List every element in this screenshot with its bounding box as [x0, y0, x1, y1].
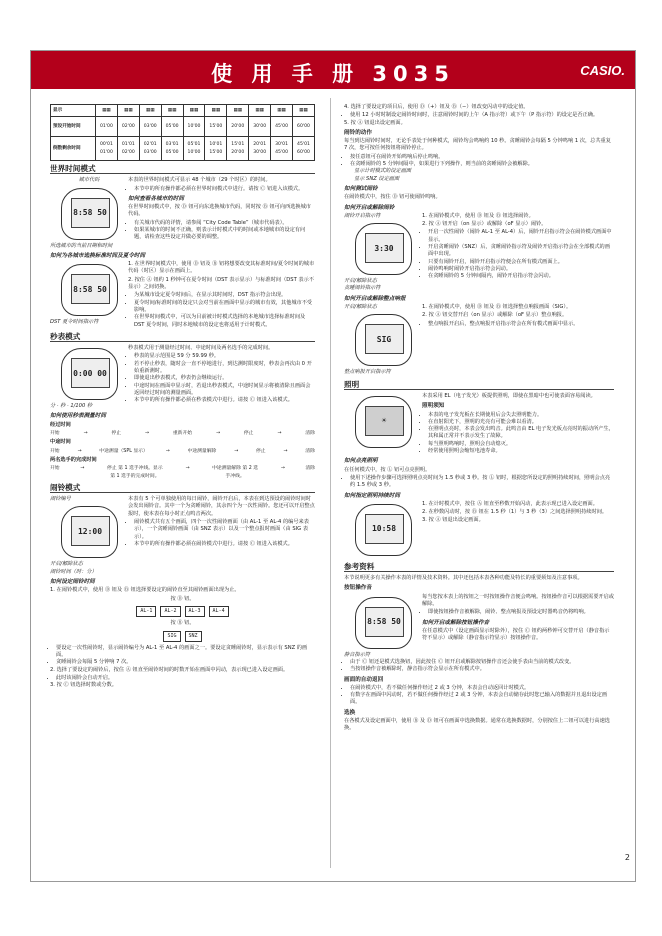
list-item: • 在贪睡闹铃的 5 分钟间隔中，如果进行下列操作，则当前的贪睡闹铃会被解除。 — [350, 161, 614, 168]
step: 2. 按 Ⓐ 钮交替开启（on 显示）或解除（oF 显示）整点响报。 — [422, 312, 568, 319]
table-cell: 15'00 — [205, 117, 227, 137]
watch-illustration — [355, 504, 412, 556]
flow-arrow: → — [165, 448, 170, 454]
watch-illustration — [355, 223, 412, 275]
press-label: 按 Ⓑ 钮。 — [170, 620, 195, 627]
table-cell — [227, 137, 249, 161]
sig-figure — [344, 304, 422, 377]
list-item: • 如果某城市的时间不正确，则表示计时模式中的时间或本地城市的设定有问题，请检查这些设定并做必要的调整。 — [134, 227, 315, 242]
list-item: • 即使退出秒表模式，秒表仍会继续运行。 — [134, 375, 315, 382]
subheading: 如何测试闹铃 — [344, 185, 378, 192]
fig-label: 城市代码 — [78, 177, 100, 184]
range-start: 15'01 — [231, 142, 245, 148]
bullet-list — [128, 292, 315, 328]
step-text: 按 Ⓐ 钮开启（on 显示）或解除（oF 显示）闹铃。 — [428, 221, 547, 228]
flow-step: 停止 — [255, 448, 266, 454]
list-item: • 本节中的所有操作都必须在世界时间模式中进行。请按 Ⓒ 钮进入该模式。 — [134, 186, 315, 193]
display-cell: ▦▦ — [205, 105, 227, 117]
alarm-figure — [50, 496, 128, 576]
watch-illustration — [355, 597, 412, 649]
paragraph: 在任意模式中（设定画面显示时除外），按住 Ⓒ 钮约两秒钟可交替开启（静音指示符不显示）或解除（静音指示符显示）按钮操作音。 — [422, 627, 610, 642]
label-hundredths: 1/100 秒 — [70, 403, 93, 410]
light-block — [344, 393, 614, 455]
flow-step: 重新开始 — [172, 431, 193, 437]
list-item: • 在闹铃模式中，若不做任何操作经过 2 或 3 分钟，本表会自动返回计时模式。 — [350, 685, 614, 692]
alarm-screen: SNZ — [185, 631, 202, 642]
paragraph: 本节说明更多有关操作本表的详情及技术资料。其中还包括本表各种功能及特长的重要须知及注意事项。 — [344, 575, 583, 582]
fig-label: 开启/解除状态 — [344, 278, 377, 285]
flow-step: 开始 — [50, 448, 60, 454]
paragraph: 每当您按本表上的按钮之一时按钮操作音便会鸣响。按钮操作音可以根据需要开启或解除。 — [422, 593, 614, 607]
step-text: 在闹铃模式中，使用 Ⓓ 钮及 Ⓑ 钮选择闹铃。 — [428, 212, 534, 219]
alarm-screen: AL-4 — [209, 606, 229, 617]
step-text: 按 Ⓐ 钮退出设定画面。 — [350, 119, 406, 126]
paragraph: 在任何模式中，按 Ⓛ 钮可点亮照明。 — [344, 466, 431, 473]
table-cell: 45'00 — [271, 117, 293, 137]
section-text — [422, 393, 614, 455]
flow-step: 清除 — [305, 431, 315, 437]
list-item: • 在世界时间模式中，可以为目前被计时模式选择的本地城市选择标准时间及 DST 夏令时间，同时本地城市的设定也将适用于计时模式。 — [134, 314, 315, 329]
flow-arrow: → — [144, 431, 149, 437]
subheading: 如何开启或解除按钮操作音 — [422, 619, 490, 626]
flow-arrow: → — [234, 448, 239, 454]
section-text — [422, 304, 614, 377]
paragraph: 在闹铃模式中，按住 Ⓓ 钮可使闹铃鸣响。 — [344, 194, 441, 201]
step: 1. 在世界时间模式中，使用 Ⓓ 钮及 Ⓑ 钮将想要改变其标准时间/夏令时间的城市代码（时区）显示在画面上。 — [128, 261, 315, 275]
range-end: 20'00 — [231, 149, 245, 155]
light-duration-block — [344, 501, 614, 559]
step-text: 选择了要设定的项目后，使用 Ⓓ（+）钮及 Ⓑ（−）钮改变闪动中的设定值。 — [350, 104, 529, 110]
step: 5. 按 Ⓐ 钮退出设定画面。 — [344, 119, 406, 126]
range-end: 60'00 — [297, 149, 310, 155]
watch-display: ☀ — [365, 406, 404, 436]
display-cell: ▦▦ — [249, 105, 271, 117]
watch-display: 8:58 50 — [71, 274, 110, 304]
world-time-figure — [50, 177, 128, 250]
step: 2. 按 Ⓐ 钮开启（on 显示）或解除（oF 显示）闹铃。 — [422, 221, 547, 228]
fig-label: DST 夏令时间指示符 — [50, 319, 99, 326]
list-item: • 秒表的显示范围是 59 分 59.99 秒。 — [134, 353, 315, 360]
bullet-list — [422, 321, 614, 328]
list-item: • 使用下述操作步骤可选择照明点亮时间为 1.5 秒或 3 秒。按 Ⓛ 钮时，根据您所设定的照明持续时间，照明会点亮约 1.5 秒或 3 秒。 — [350, 475, 614, 490]
watch-illustration — [61, 264, 118, 316]
table-cell: 05'00 — [161, 117, 183, 137]
right-column — [344, 104, 614, 734]
indented-item: 显示 SNZ 设定画面 — [354, 175, 400, 182]
section-text — [422, 213, 614, 293]
flow-arrow: → — [280, 466, 285, 472]
watch-display: SIG — [365, 324, 404, 354]
bullet-list — [128, 353, 315, 404]
list-item: • 要设定一次性闹铃时，显示闹铃编号为 AL-1 至 AL-4 的画面之一。要设定贪睡闹铃时，显示表示有 SNZ 的画面。 — [56, 645, 315, 660]
list-item: • 中途时间在画面中显示时，若退出秒表模式，中途时间显示将被清除且画面会返回经过时间的测量画面。 — [134, 383, 315, 398]
watch-display: 12:00 — [71, 516, 110, 546]
flow-arrow: → — [80, 466, 85, 472]
list-item: • 只要有闹铃开启，闹铃开启指示符便会在所有模式画面上。 — [428, 259, 614, 266]
range-end: 30'00 — [253, 149, 267, 155]
range-start: 03'01 — [165, 142, 179, 148]
watch-display: 0:00 00 — [71, 358, 110, 388]
alarm-chain — [50, 631, 315, 642]
alarm-screen: AL-3 — [185, 606, 205, 617]
fig-label: 开启/解除状态 — [50, 561, 83, 568]
list-item: • 夏令时间/标准时间的设定只会对当前在画面中显示的城市有效，其他城市不受影响。 — [134, 300, 315, 315]
bullet-list — [128, 519, 315, 548]
label-seconds: 秒 — [60, 403, 66, 410]
display-cell: ▦▦ — [96, 105, 118, 117]
subheading: 如何设定闹铃时间 — [50, 579, 95, 586]
range-end: 02'00 — [121, 149, 135, 155]
dst-figure — [50, 261, 128, 329]
display-cell: ▦▦ — [183, 105, 205, 117]
flow-arrow: → — [215, 431, 220, 437]
list-item: • 有关城市代码的详情，请参阅 “City Code Table”（城市代码表）。 — [134, 220, 315, 227]
subheading: 按钮操作音 — [344, 585, 372, 592]
flow-arrow: → — [283, 448, 288, 454]
step: 3. 按 Ⓒ 钮选择时数或分数。 — [50, 682, 117, 689]
subheading: 如何点亮照明 — [344, 458, 378, 465]
bullet-list — [344, 475, 614, 490]
flow-step: 中途测量解除 第 2 选手冲线。 — [212, 466, 259, 479]
list-item: • 当按钮操作音被解除时，静音指示符会显示在所有模式中。 — [350, 666, 614, 673]
indented-item: 显示计时模式的设定画面 — [354, 168, 412, 175]
list-item: • 使用 12 小时时制设定闹铃时间时，注意闹铃时间的上午（A 指示符）或下午（P 指示符）的设定是否正确。 — [350, 112, 614, 119]
list-item: • 每当照明鸣响时，照明会自动熄灭。 — [428, 441, 614, 448]
fig-label: 所选城市的当前日期和时间 — [50, 242, 113, 249]
fig-label: 闹铃编号 — [50, 496, 71, 503]
watch-illustration — [355, 314, 412, 366]
press-label: 按 Ⓓ 钮。 — [170, 595, 195, 602]
tone-figure — [344, 594, 422, 659]
step-text: 在闹铃模式中，使用 Ⓓ 钮及 Ⓑ 钮选择整点响报画面（SIG）。 — [428, 304, 572, 311]
watch-illustration — [61, 348, 118, 400]
paragraph: 每当到达闹铃时间时，无论手表处于何种模式，闹铃均会鸣响约 10 秒。贪睡闹铃会每隔 5 分钟鸣响 1 次，总共重复 7 次，您可按任何按钮将闹铃停止。 — [344, 138, 611, 152]
page-header — [31, 51, 635, 89]
flow-arrow: → — [77, 448, 82, 454]
subheading: 如何为各城市选换标准时间及夏令时间 — [50, 252, 146, 259]
list-item: • 整点响报开启后，整点响报开启指示符会在所有模式画面中显示。 — [428, 321, 614, 328]
display-cell: ▦▦ — [227, 105, 249, 117]
table-cell: 20'00 — [227, 117, 249, 137]
display-cell: ▦▦ — [139, 105, 161, 117]
row-label: 预设开始时间 — [51, 117, 96, 137]
flow-step: 开始 — [50, 466, 60, 472]
table-cell: 03'00 — [139, 117, 161, 137]
list-item: • 开启一次性闹铃（闹铃 AL-1 至 AL-4）后，闹铃开启指示符会在闹铃模式画面中显示。 — [428, 229, 614, 244]
section-text — [128, 177, 315, 250]
watch-display: 3:30 — [365, 233, 404, 263]
stopwatch-intro — [50, 345, 315, 410]
table-cell: 01'00 — [96, 117, 118, 137]
subheading: 画面的自动返回 — [344, 676, 384, 683]
section-text — [422, 594, 614, 659]
alarm-chain — [50, 606, 315, 617]
range-end: 45'00 — [275, 149, 289, 155]
stopwatch-figure — [50, 345, 128, 410]
list-item: • 若不停止秒表，随时会一直不停地进行，到达测时限度时，秒表会再次由 0 开始重新测时。 — [134, 361, 315, 376]
countdown-table — [50, 104, 315, 161]
step: 1. 在计时模式中，按住 Ⓐ 钮直至秒数开始闪动，此表示现已进入设定画面。 — [422, 500, 598, 507]
dst-block — [50, 261, 315, 329]
subheading: 选换 — [344, 709, 356, 716]
fig-label: 整点响报开启指示符 — [344, 369, 391, 376]
table-cell: 10'00 — [183, 117, 205, 137]
table-cell — [117, 137, 139, 161]
left-column — [50, 104, 315, 691]
list-item: • 有数字在画面中闪动时，若不做任何操作经过 2 或 3 分钟，本表会自动储存此时您已输入的数据并且退出设定画面。 — [350, 692, 614, 707]
fig-label: 闹铃时间（时：分） — [50, 568, 97, 575]
section-text — [128, 261, 315, 329]
paragraph: 在各模式及设定画面中，使用 Ⓑ 及 Ⓓ 钮可在画面中选换数据。通常在选换数据时，分别按住上二钮可以进行高速选换。 — [344, 718, 610, 732]
bullet-list — [422, 229, 614, 280]
list-item: • 贪睡闹铃会每隔 5 分钟响 7 次。 — [56, 659, 315, 666]
display-cell: ▦▦ — [161, 105, 183, 117]
step-text: 在闹铃模式中，使用 Ⓓ 钮及 Ⓑ 钮选择要设定的闹铃直至其闹铃画面出现为止。 — [56, 587, 240, 594]
flow-row — [50, 448, 315, 455]
step: 4. 选择了要设定的项目后，使用 Ⓓ（+）钮及 Ⓑ（−）钮改变闪动中的设定值。 — [344, 104, 529, 110]
bullet-list — [422, 412, 614, 456]
flow-step: 中途测量（SPL 显示） — [99, 448, 148, 454]
bullet-list — [344, 112, 614, 119]
step: 2. 按住 Ⓐ 钮约 1 秒钟可在夏令时间（DST 表示显示）与标准时间（DST 表示不显示）之间切换。 — [128, 276, 314, 291]
light-duration-figure — [344, 501, 422, 559]
flow-row — [50, 465, 315, 480]
section-text — [128, 496, 315, 576]
onoff-figure — [344, 213, 422, 293]
paragraph: 本表采用 EL（电子发光）板提供照明，即使在黑暗中也可使表面容易阅读。 — [422, 392, 596, 399]
onoff-block — [344, 213, 614, 293]
bullet-list — [128, 186, 315, 193]
table-cell — [139, 137, 161, 161]
watch-illustration — [355, 396, 412, 448]
list-item: • 本表的电子发光板在长期使用后会失去照明能力。 — [428, 412, 614, 419]
table-cell — [96, 137, 118, 161]
section-text — [128, 345, 315, 410]
list-item: • 本节中的所有操作都必须在秒表模式中进行。请按 Ⓒ 钮进入该模式。 — [134, 397, 315, 404]
flow-arrow: → — [83, 431, 88, 437]
step: 2. 选择了要设定的闹铃后，按住 Ⓐ 钮直至闹铃时间的时数开始在画面中闪动，表示现已进入设定画面。 — [50, 666, 289, 673]
list-item: • 由于 Ⓒ 钮还是模式选换钮，因此按住 Ⓒ 钮开启或解除按钮操作音还会使手表由当前的模式改变。 — [350, 659, 614, 666]
subheading: 如何指定照明持续时间 — [344, 492, 400, 499]
page-number: 2 — [624, 853, 630, 862]
table-cell: 02'00 — [117, 117, 139, 137]
paragraph: 在世界时间模式中，按 Ⓓ 钮可向东选换城市代码，同时按 Ⓑ 钮可向西选换城市代码。 — [128, 204, 311, 218]
bullet-list — [344, 659, 614, 674]
section-heading-alarm: 闹铃模式 — [50, 484, 315, 493]
list-item: • 闹铃模式共有五个画面，四个一次性闹铃画面（由 AL-1 至 AL-4 的编号来表示），一个贪睡闹铃画面（由 SNZ 表示）以及一个整点报时画面（由 SIG 表示）。 — [134, 519, 315, 541]
range-end: 10'00 — [187, 149, 201, 155]
column-divider — [330, 98, 331, 868]
bullet-list — [128, 220, 315, 242]
subheading: 如何查看各城市的时间 — [128, 195, 184, 202]
range-start: 01'01 — [121, 142, 135, 148]
step: 1. 在闹铃模式中，使用 Ⓓ 钮及 Ⓑ 钮选择闹铃。 — [422, 212, 534, 219]
table-cell — [161, 137, 183, 161]
paragraph: 秒表模式用于测量经过时间、中途时间及两名选手的完成时间。 — [128, 345, 274, 352]
row-label: 倒数剩余时间 — [51, 137, 96, 161]
range-start: 30'01 — [275, 142, 289, 148]
paragraph: 本表有 5 个可单独使用的每日闹铃，闹铃开启后，本表在到达预设的闹铃时间时会发出闹铃音。其中一个为贪睡闹铃，其余四个为一次性闹铃。您还可以开启整点报时，使本表在每小时正点鸣音两次。 — [128, 496, 315, 517]
table-row — [51, 105, 315, 117]
row-label: 显示 — [51, 105, 96, 117]
watch-display: 8:58 50 — [365, 607, 404, 637]
list-item: • 在直射阳光下，照明的光亮有可能会难以看清。 — [428, 419, 614, 426]
step-text: 选择了要设定的闹铃后，按住 Ⓐ 钮直至闹铃时间的时数开始在画面中闪动，表示现已进入设定画面。 — [56, 666, 289, 673]
watch-display: 10:58 — [365, 514, 404, 544]
range-start: 10'01 — [209, 142, 223, 148]
bullet-list — [422, 609, 614, 616]
step-text: 按 Ⓐ 钮退出设定画面。 — [428, 517, 484, 524]
fig-label: 分 · 秒 · 1/100 秒 — [50, 403, 93, 410]
alarm-screen: SIG — [163, 631, 180, 642]
range-end: 01'00 — [99, 149, 113, 155]
watch-illustration — [61, 506, 118, 558]
subheading: 如何使用秒表测量时间 — [50, 413, 106, 420]
flow-step: 停止 — [243, 431, 254, 437]
range-start: 20'01 — [253, 142, 267, 148]
table-cell: 30'00 — [249, 117, 271, 137]
subheading: 如何开启或解除整点响报 — [344, 295, 406, 302]
bullet-list — [344, 685, 614, 707]
display-cell: ▦▦ — [293, 105, 315, 117]
step: 1. 在闹铃模式中，使用 Ⓓ 钮及 Ⓑ 钮选择要设定的闹铃直至其闹铃画面出现为止。 — [50, 587, 240, 594]
label-minutes: 分 — [50, 403, 56, 410]
table-cell: 60'00 — [293, 117, 315, 137]
alarm-screen: AL-1 — [136, 606, 156, 617]
display-cell: ▦▦ — [271, 105, 293, 117]
list-item: • 即使按钮操作音被解除，闹铃、整点响报及预设定时器鸣音仍将鸣响。 — [428, 609, 614, 616]
fig-label: 闹铃开启指示符 — [344, 212, 381, 219]
flow-row — [50, 430, 315, 437]
flow-step: 停止 第 1 选手冲线。显示第 1 选手的完成时间。 — [107, 466, 163, 479]
step-text: 按 Ⓒ 钮选择时数或分数。 — [56, 682, 117, 689]
flow-label: 两名选手的完成时间 — [50, 456, 97, 463]
table-cell — [293, 137, 315, 161]
flow-step: 清除 — [305, 448, 315, 454]
table-cell — [205, 137, 227, 161]
flow-label: 经过时间 — [50, 421, 71, 428]
subheading: 如何开启或解除闹铃 — [344, 204, 395, 211]
list-item: • 按任意钮可在闹铃开始鸣响后停止鸣响。 — [350, 154, 614, 161]
table-row — [51, 137, 315, 161]
range-start: 45'01 — [297, 142, 310, 148]
section-heading-light: 照明 — [344, 381, 614, 390]
paragraph: 本表的世界时间模式可显示 48 个城市（29 个时区）的时间。 — [128, 177, 271, 184]
alarm-intro — [50, 496, 315, 576]
fig-label: 贪睡闹铃指示符 — [344, 285, 381, 292]
table-cell — [249, 137, 271, 161]
step: 3. 按 Ⓐ 钮退出设定画面。 — [422, 517, 484, 524]
fig-label: 开启/解除状态 — [344, 304, 377, 311]
section-heading-reference: 参考资料 — [344, 563, 614, 572]
list-item: • 在贪睡闹铃的 5 分钟间隔内，闹铃开启指示符会闪动。 — [428, 273, 614, 280]
step: 1. 在闹铃模式中，使用 Ⓓ 钮及 Ⓑ 钮选择整点响报画面（SIG）。 — [422, 304, 572, 311]
step-text: 按 Ⓐ 钮交替开启（on 显示）或解除（oF 显示）整点响报。 — [428, 312, 568, 319]
range-start: 05'01 — [187, 142, 201, 148]
flow-step: 清除 — [305, 466, 315, 472]
section-heading-stopwatch: 秒表模式 — [50, 333, 315, 342]
section-heading-world-time: 世界时间模式 — [50, 165, 315, 174]
step: 2. 在秒数闪动时，按 Ⓑ 钮在 1.5 秒（1）与 3 秒（3）之间选择照明持续时间。 — [422, 509, 608, 516]
range-end: 03'00 — [143, 149, 157, 155]
list-item: • 为某城市设定夏令时间后，在显示其时间时，DST 指示符会出现。 — [134, 292, 315, 299]
subheading: 照明须知 — [422, 403, 445, 410]
page-title: 使 用 手 册 3035 — [211, 62, 455, 86]
bullet-list — [50, 645, 315, 667]
casio-logo: CASIO. — [580, 63, 625, 78]
tone-block — [344, 594, 614, 659]
range-start: 00'01 — [99, 142, 113, 148]
bullet-list — [344, 154, 614, 169]
watch-display: 8:58 50 — [71, 198, 110, 228]
flow-label: 中途时间 — [50, 439, 71, 446]
flow-step: 中途测量解除 — [187, 448, 217, 454]
flow-step: 开始 — [50, 431, 60, 437]
list-item: • 此时该闹铃会自动开启。 — [56, 675, 315, 682]
light-figure — [344, 393, 422, 455]
flow-step: 停止 — [111, 431, 122, 437]
range-end: 15'00 — [209, 149, 223, 155]
alarm-screen: AL-2 — [160, 606, 180, 617]
list-item: • 本节中的所有操作都必须在闹铃模式中进行。请按 Ⓒ 钮进入该模式。 — [134, 541, 315, 548]
list-item: • 闹铃鸣响时闹铃开启指示符会闪动。 — [428, 266, 614, 273]
range-end: 05'00 — [165, 149, 179, 155]
subheading: 闹铃的动作 — [344, 129, 372, 136]
section-text — [422, 501, 614, 559]
table-cell — [271, 137, 293, 161]
stopwatch-flow — [50, 422, 315, 480]
step-text: 在计时模式中，按住 Ⓐ 钮直至秒数开始闪动，此表示现已进入设定画面。 — [428, 500, 598, 507]
fig-label: 静音指示符 — [344, 651, 370, 658]
range-start: 02'01 — [143, 142, 157, 148]
list-item: • 开启贪睡闹铃（SNZ）后，贪睡闹铃指示符及闹铃开启指示符会在全部模式的画面中出现。 — [428, 244, 614, 259]
sig-block — [344, 304, 614, 377]
list-item: • 在照明点亮时，本表会发出鸣音。此鸣音由 EL 电子发光板点亮时的振动所产生，其和属正常并不表示发生了故障。 — [428, 426, 614, 441]
display-cell: ▦▦ — [117, 105, 139, 117]
step-text: 按住 Ⓐ 钮约 1 秒钟可在夏令时间（DST 表示显示）与标准时间（DST 表示不显示）之间切换。 — [128, 276, 314, 291]
table-row — [51, 117, 315, 137]
step-text: 在世界时间模式中，使用 Ⓓ 钮及 Ⓑ 钮将想要改变其标准时间/夏令时间的城市代码（时区）显示在画面上。 — [128, 261, 315, 275]
world-time-intro — [50, 177, 315, 250]
table-cell — [183, 137, 205, 161]
step-text: 在秒数闪动时，按 Ⓑ 钮在 1.5 秒（1）与 3 秒（3）之间选择照明持续时间。 — [428, 509, 608, 516]
watch-illustration — [61, 188, 118, 240]
flow-arrow: → — [277, 431, 282, 437]
flow-arrow: → — [185, 466, 190, 472]
list-item: • 经常使用照明会缩短电池寿命。 — [428, 448, 614, 455]
